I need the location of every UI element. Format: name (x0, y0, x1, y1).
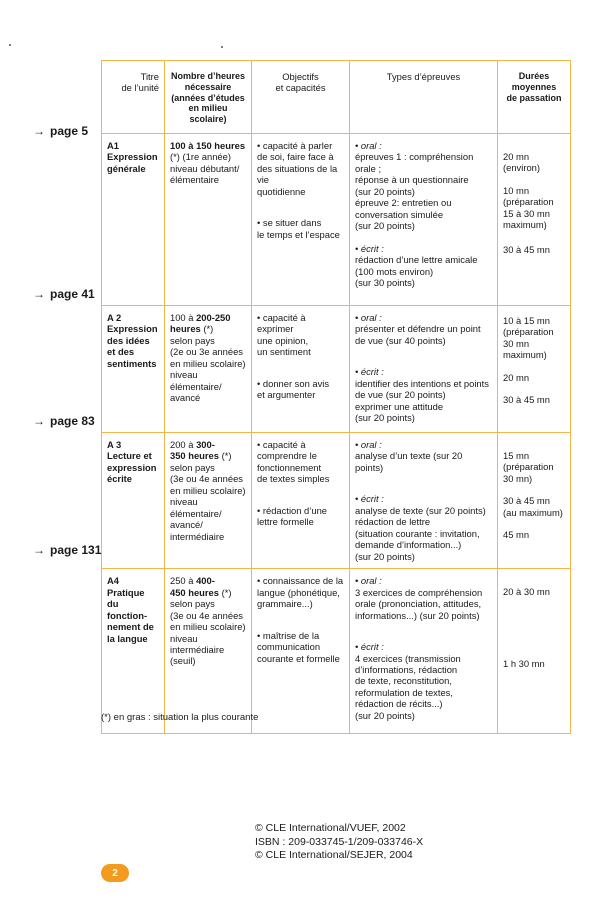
hours-detail: (*) selon pays (3e ou 4e années en milieu scolaire) niveau élémentaire/ avancé/ intermédiaire (170, 450, 246, 542)
objective-item: • capacité à parler de soi, faire face à des situations de la vie quotidienne (257, 139, 338, 197)
table-row (102, 432, 571, 568)
objectives-cell (252, 133, 350, 305)
durations-cell (498, 305, 571, 432)
oral-label: • oral : (355, 139, 382, 151)
duration-value: 15 mn (préparation 30 mn) (503, 449, 554, 484)
hours-cell (165, 432, 252, 568)
objectives-cell (252, 432, 350, 568)
header-heures: Nombre d’heures nécessaire (années d’études en milieu scolaire) (165, 61, 252, 134)
oral-text: analyse d’un texte (sur 20 points) (355, 450, 463, 473)
duration-value: 30 à 45 mn (503, 394, 550, 406)
table-row (102, 305, 571, 432)
exam-types-cell (350, 305, 498, 432)
unit-title: Expression générale (107, 151, 158, 174)
header-epreuves: Types d’épreuves (350, 61, 498, 134)
hours-strong: 100 à 150 heures (170, 139, 246, 151)
ecrit-text: 4 exercices (transmission d’informations, rédaction de texte, reconstitution, reformulation de textes, rédaction de récits...) (sur 20 points) (355, 652, 461, 721)
exam-types-cell (350, 133, 498, 305)
page-number-badge: 2 (101, 864, 129, 882)
copyright-line: © CLE International/SEJER, 2004 (255, 849, 413, 862)
objective-item: • capacité à exprimer une opinion, un sentiment (257, 311, 311, 358)
objective-item: • donner son avis et argumenter (257, 377, 330, 401)
ecrit-label: • écrit : (355, 366, 384, 378)
isbn-line: ISBN : 209-033745-1/209-033746-X (255, 835, 424, 848)
print-speck (9, 44, 11, 46)
oral-label: • oral : (355, 575, 382, 587)
durations-cell (498, 133, 571, 305)
exam-types-cell (350, 432, 498, 568)
hours-prefix: 250 à (170, 575, 197, 587)
hours-strong: 400- 450 heures (170, 575, 219, 598)
duration-value: 20 mn (503, 371, 530, 383)
durations-cell (498, 569, 571, 734)
header-durees: Durées moyennes de passation (498, 61, 571, 134)
page-ref-a4[interactable]: → page 131 (33, 543, 102, 557)
hours-detail: (*) selon pays (2e ou 3e années en milieu scolaire) niveau élémentaire/ avancé (170, 323, 246, 404)
page-ref-a1[interactable]: → page 5 (33, 124, 89, 138)
unit-title-cell (102, 133, 165, 305)
duration-value: 30 à 45 mn (503, 243, 550, 255)
duration-value: 10 à 15 mn (préparation 30 mn maximum) (503, 314, 554, 361)
unit-title: Expression des idées et des sentiments (107, 323, 158, 369)
ecrit-label: • écrit : (355, 493, 384, 505)
objective-item: • rédaction d’une lettre formelle (257, 504, 327, 528)
copyright-line: © CLE International/VUEF, 2002 (255, 822, 406, 834)
oral-text: épreuves 1 : compréhension orale ; réponse à un questionnaire (sur 20 points) épreuve 2: entretien ou conversation simulée (sur 20 points) (355, 151, 474, 232)
hours-detail: (*) selon pays (3e ou 4e années en milieu scolaire) niveau intermédiaire (seuil) (170, 586, 246, 667)
exam-units-table (101, 60, 571, 734)
oral-label: • oral : (355, 311, 382, 323)
unit-code: A 2 (107, 311, 122, 323)
unit-title: Pratique du fonction- nement de la langue (107, 586, 154, 644)
hours-cell (165, 305, 252, 432)
hours-prefix: 100 à (170, 311, 197, 323)
hours-strong: 200-250 heures (170, 311, 231, 335)
hours-detail: (*) (1re année) niveau débutant/ élémentaire (170, 151, 240, 186)
ecrit-label: • écrit : (355, 641, 384, 653)
objectives-cell (252, 569, 350, 734)
ecrit-label: • écrit : (355, 242, 384, 254)
hours-cell (165, 569, 252, 734)
arrow-right-icon: → (33, 414, 45, 428)
hours-cell (165, 133, 252, 305)
hours-prefix: 200 à (170, 438, 197, 450)
copyright-block (255, 822, 423, 863)
table-row (102, 569, 571, 734)
objective-item: • capacité à comprendre le fonctionnement de textes simples (257, 438, 330, 485)
table-row (102, 133, 571, 305)
ecrit-text: rédaction d’une lettre amicale (100 mots environ) (sur 30 points) (355, 254, 478, 289)
duration-value: 30 à 45 mn (au maximum) (503, 495, 563, 518)
oral-text: présenter et défendre un point de vue (sur 40 points) (355, 323, 481, 346)
duration-value: 45 mn (503, 529, 530, 541)
header-titre: Titre de l’unité (102, 61, 165, 134)
unit-title-cell (102, 432, 165, 568)
unit-code: A4 (107, 575, 119, 587)
durations-cell (498, 432, 571, 568)
unit-title-cell (102, 569, 165, 734)
footnote: (*) en gras : situation la plus courante (101, 712, 259, 723)
duration-value: 1 h 30 mn (503, 657, 545, 669)
unit-code: A1 (107, 139, 119, 151)
print-speck (221, 46, 223, 48)
unit-code: A 3 (107, 438, 122, 450)
duration-value: 20 à 30 mn (503, 586, 550, 598)
unit-title-cell (102, 305, 165, 432)
arrow-right-icon: → (33, 543, 45, 557)
oral-text: 3 exercices de compréhension orale (prononciation, attitudes, informations...) (sur 20 points) (355, 586, 483, 621)
objective-item: • connaissance de la langue (phonétique, grammaire...) (257, 575, 344, 610)
arrow-right-icon: → (33, 287, 45, 301)
table-header-row (102, 61, 571, 134)
ecrit-text: identifier des intentions et points de vue (sur 20 points) exprimer une attitude (sur 20 points) (355, 377, 489, 424)
objective-item: • maîtrise de la communication courante et formelle (257, 629, 340, 664)
objective-item: • se situer dans le temps et l’espace (257, 217, 340, 240)
unit-title: Lecture et expression écrite (107, 450, 157, 485)
arrow-right-icon: → (33, 124, 45, 138)
page-ref-a3[interactable]: → page 83 (33, 414, 95, 428)
duration-value: 10 mn (préparation 15 à 30 mn maximum) (503, 184, 554, 231)
oral-label: • oral : (355, 438, 382, 450)
header-objectifs: Objectifs et capacités (252, 61, 350, 134)
hours-strong: 300- 350 heures (170, 438, 219, 462)
page-ref-a2[interactable]: → page 41 (33, 287, 95, 301)
exam-types-cell (350, 569, 498, 734)
duration-value: 20 mn (environ) (503, 150, 540, 174)
ecrit-text: analyse de texte (sur 20 points) rédaction de lettre (situation courante : invitation, demande d’information...) (sur 20 points) (355, 504, 486, 562)
objectives-cell (252, 305, 350, 432)
